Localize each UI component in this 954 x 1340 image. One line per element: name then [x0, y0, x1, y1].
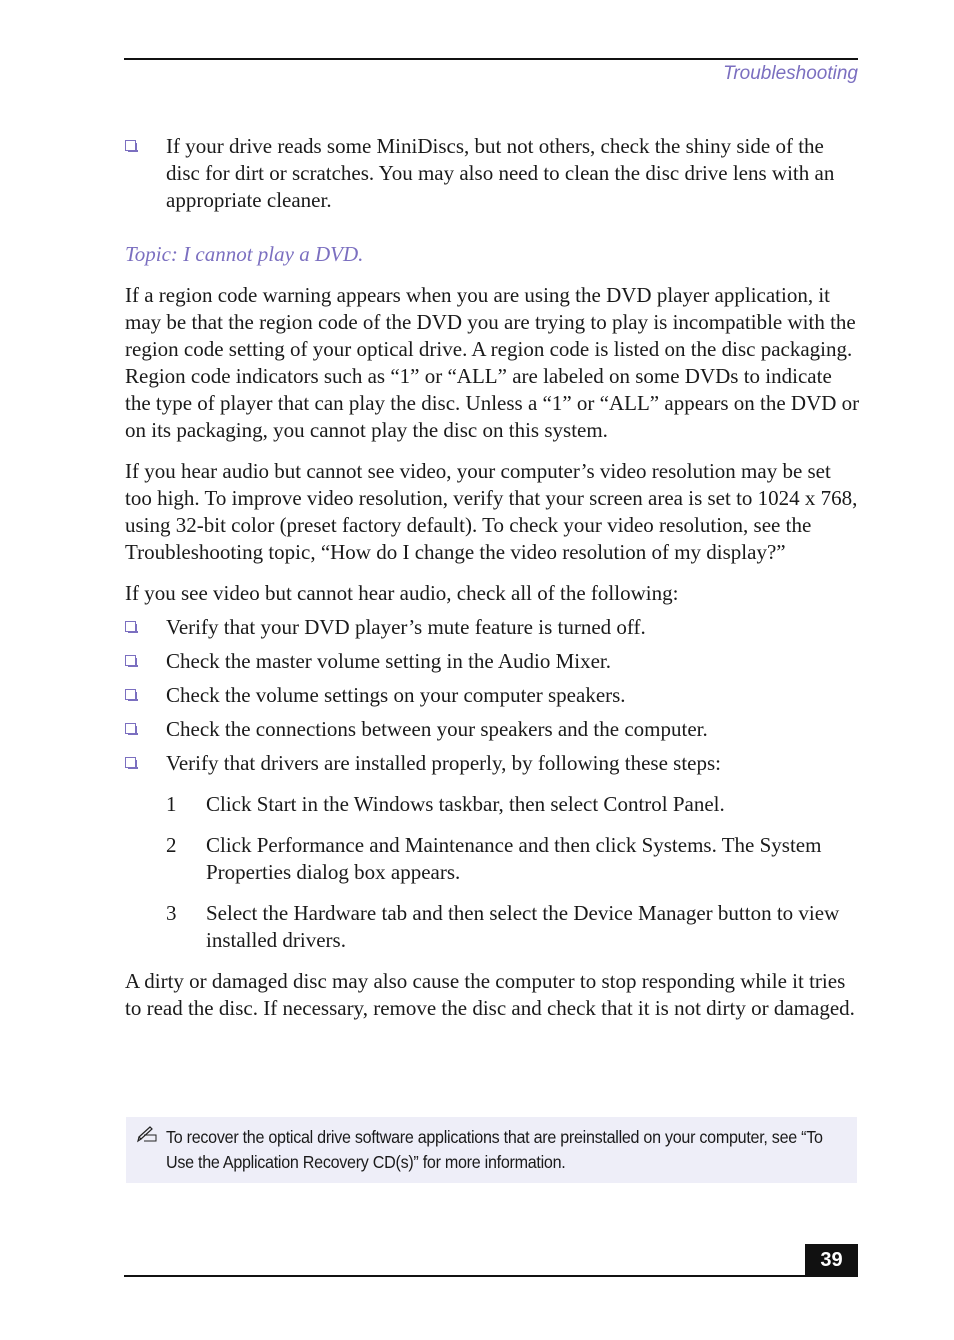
- note-text: To recover the optical drive software applications that are preinstalled on your computer, see “To Use the Application Recovery CD(s)” for more information.: [166, 1127, 823, 1172]
- page-body: [125, 133, 860, 1022]
- checklist-item: [125, 614, 860, 641]
- checkbox-bullet-icon: [125, 621, 136, 632]
- step-text: Select the Hardware tab and then select the Device Manager button to view installed drivers.: [206, 901, 840, 952]
- checklist-item-text: Verify that drivers are installed properly, by following these steps:: [166, 751, 721, 775]
- numbered-step: [125, 900, 860, 954]
- running-header-title: Troubleshooting: [723, 63, 858, 84]
- topic-heading: Topic: I cannot play a DVD.: [125, 242, 364, 266]
- paragraph-dirty-disc: A dirty or damaged disc may also cause the computer to stop responding while it tries to read the disc. If necessary, remove the disc and check that it is not dirty or damaged.: [125, 969, 855, 1020]
- checklist-item: [125, 648, 860, 675]
- header-rule: [124, 58, 858, 60]
- checkbox-bullet-icon: [125, 757, 136, 768]
- checkbox-bullet-icon: [125, 655, 136, 666]
- numbered-step: [125, 832, 860, 886]
- intro-bullet-text: If your drive reads some MiniDiscs, but not others, check the shiny side of the disc for dirt or scratches. You may also need to clean the disc drive lens with an appropriate cleaner.: [166, 134, 835, 212]
- checklist-item: [125, 716, 860, 743]
- step-number: 2: [166, 833, 177, 857]
- numbered-step: [125, 791, 860, 818]
- checkbox-bullet-icon: [125, 689, 136, 700]
- checklist-item: [125, 750, 860, 777]
- checklist-item-text: Check the master volume setting in the Audio Mixer.: [166, 649, 612, 673]
- note-box: [126, 1117, 857, 1183]
- checkbox-bullet-icon: [125, 140, 136, 151]
- checklist-item-text: Verify that your DVD player’s mute feature is turned off.: [166, 615, 646, 639]
- paragraph-audio-check: If you see video but cannot hear audio, check all of the following:: [125, 581, 679, 605]
- note-pencil-icon: [136, 1123, 158, 1143]
- paragraph-region-code: If a region code warning appears when you are using the DVD player application, it may be that the region code of the DVD you are trying to play is incompatible with the region code setting of your optical drive. A region code is listed on the disc packaging. Region code indicators such as “1” or “ALL” are labeled on some DVDs to indicate the type of player that can play the disc. Unless a “1” or “ALL” appears on the DVD or on its packaging, you cannot play the disc on this system.: [125, 283, 860, 442]
- intro-bullet-item: [125, 133, 860, 214]
- checklist-item-text: Check the volume settings on your computer speakers.: [166, 683, 626, 707]
- checklist-item: [125, 682, 860, 709]
- checklist-item-text: Check the connections between your speakers and the computer.: [166, 717, 708, 741]
- paragraph-video-resolution: If you hear audio but cannot see video, your computer’s video resolution may be set too high. To improve video resolution, verify that your screen area is set to 1024 x 768, using 32-bit color (preset factory default). To check your video resolution, see the Troubleshooting topic, “How do I change the video resolution of my display?”: [125, 459, 858, 564]
- step-text: Click Performance and Maintenance and then click Systems. The System Properties dialog box appears.: [206, 833, 822, 884]
- step-number: 1: [166, 792, 177, 816]
- page-number: 39: [805, 1244, 858, 1277]
- step-text: Click Start in the Windows taskbar, then select Control Panel.: [206, 792, 725, 816]
- footer-rule: [124, 1275, 858, 1277]
- step-number: 3: [166, 901, 177, 925]
- checkbox-bullet-icon: [125, 723, 136, 734]
